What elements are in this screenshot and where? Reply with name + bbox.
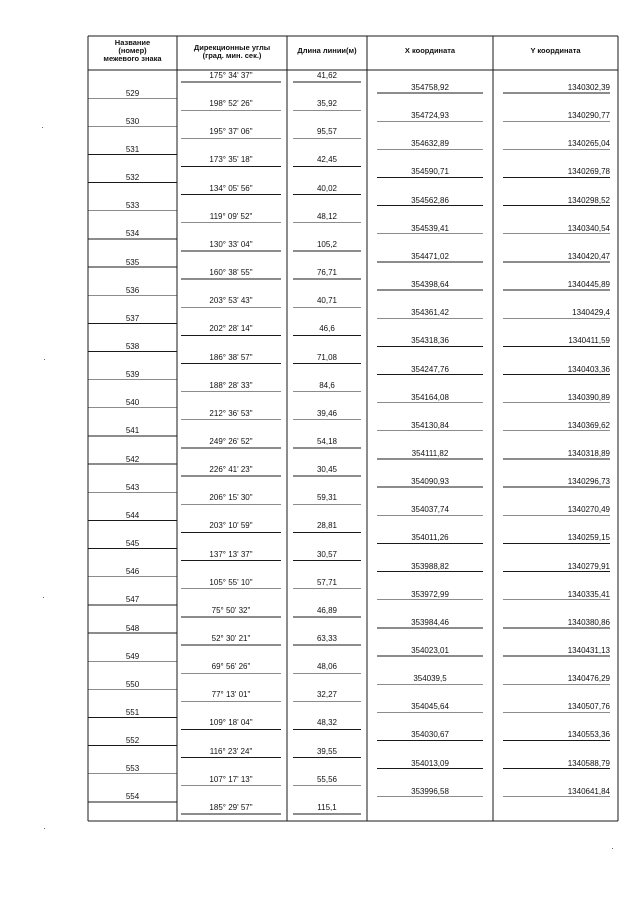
direction-angle: 134° 05' 56" — [209, 183, 253, 193]
boundary-point-name: 540 — [125, 398, 140, 408]
boundary-point-name: 549 — [125, 651, 140, 661]
y-coordinate: 1340420,47 — [567, 251, 610, 261]
direction-angle: 77° 13' 01" — [211, 690, 251, 700]
x-coordinate: 354039,5 — [413, 674, 447, 684]
x-coordinate: 354632,89 — [411, 139, 449, 149]
line-length: 30,45 — [316, 465, 338, 475]
line-length: 71,08 — [316, 352, 338, 362]
y-coordinate: 1340335,41 — [567, 589, 610, 599]
boundary-point-name: 554 — [125, 792, 140, 802]
x-coordinate: 354030,67 — [411, 730, 449, 740]
y-coordinate: 1340380,86 — [567, 617, 610, 627]
boundary-point-name: 529 — [125, 88, 140, 98]
header-length-column: Длина линии(м) — [297, 46, 357, 55]
y-coordinate: 1340270,49 — [567, 505, 610, 515]
boundary-coordinates-table — [88, 36, 618, 821]
header-x-column: X координата — [404, 46, 456, 55]
boundary-point-name: 538 — [125, 342, 140, 351]
y-coordinate: 1340265,04 — [567, 139, 610, 149]
y-coordinate: 1340296,73 — [567, 477, 610, 487]
y-coordinate: 1340431,13 — [567, 646, 610, 655]
boundary-point-name: 545 — [125, 539, 140, 549]
line-length: 55,56 — [316, 774, 338, 784]
boundary-point-name: 537 — [125, 313, 140, 323]
direction-angle: 206° 15' 30" — [209, 493, 253, 503]
y-coordinate: 1340507,76 — [567, 702, 610, 712]
direction-angle: 203° 10' 59" — [209, 521, 253, 531]
x-coordinate: 354247,76 — [411, 364, 449, 374]
direction-angle: 160° 38' 55" — [209, 268, 253, 278]
header-angle-column: Дирекционные углы (град. мин. сек.) — [193, 43, 271, 61]
direction-angle: 203° 53' 43" — [209, 296, 253, 306]
direction-angle: 119° 09' 52" — [209, 211, 253, 221]
x-coordinate: 354724,93 — [411, 111, 449, 121]
line-length: 40,02 — [316, 183, 338, 193]
direction-angle: 137° 13' 37" — [209, 549, 253, 559]
y-coordinate: 1340279,91 — [567, 561, 610, 571]
boundary-point-name: 534 — [125, 229, 140, 239]
line-length: 115,1 — [317, 802, 337, 812]
line-length: 54,18 — [316, 436, 338, 446]
x-coordinate: 354130,84 — [411, 420, 449, 430]
x-coordinate: 354023,01 — [411, 646, 449, 655]
y-coordinate: 1340298,52 — [567, 195, 610, 205]
direction-angle: 107° 17' 13" — [209, 774, 253, 784]
line-length: 39,55 — [316, 746, 338, 756]
boundary-point-name: 533 — [125, 201, 140, 211]
boundary-point-name: 532 — [125, 173, 140, 183]
x-coordinate: 353996,58 — [411, 786, 449, 796]
x-coordinate: 353988,82 — [411, 561, 449, 571]
line-length: 39,46 — [316, 408, 338, 418]
direction-angle: 186° 38' 57" — [209, 352, 253, 362]
x-coordinate: 354471,02 — [411, 251, 449, 261]
x-coordinate: 354011,26 — [411, 533, 449, 543]
line-length: 46,89 — [316, 605, 338, 615]
boundary-point-name: 548 — [125, 623, 140, 633]
line-length: 105,2 — [316, 239, 338, 249]
direction-angle: 175° 34' 37" — [209, 71, 253, 80]
boundary-point-name: 551 — [125, 707, 140, 717]
line-length: 57,71 — [316, 577, 338, 587]
header-name-column: Название (номер) межевого знака — [103, 38, 162, 64]
line-length: 35,92 — [316, 99, 338, 109]
boundary-point-name: 547 — [125, 595, 140, 605]
line-length: 59,31 — [316, 493, 338, 503]
line-length: 41,62 — [316, 71, 338, 80]
x-coordinate: 354539,41 — [411, 223, 449, 233]
x-coordinate: 354562,86 — [411, 195, 449, 205]
direction-angle: 202° 28' 14" — [209, 324, 253, 334]
y-coordinate: 1340588,79 — [567, 758, 610, 768]
y-coordinate: 1340429,4 — [572, 308, 610, 318]
y-coordinate: 1340369,62 — [567, 420, 610, 430]
x-coordinate: 354398,64 — [411, 280, 449, 290]
line-length: 48,12 — [316, 211, 338, 221]
line-length: 48,06 — [316, 662, 338, 672]
direction-angle: 198° 52' 26" — [209, 99, 253, 109]
boundary-point-name: 531 — [125, 144, 140, 154]
line-length: 40,71 — [316, 296, 338, 306]
line-length: 46,6 — [319, 324, 335, 334]
y-coordinate: 1340390,89 — [567, 392, 610, 402]
line-length: 48,32 — [316, 718, 338, 728]
boundary-point-name: 530 — [125, 116, 140, 126]
line-length: 30,57 — [316, 549, 338, 559]
x-coordinate: 353984,46 — [411, 617, 449, 627]
line-length: 42,45 — [316, 155, 338, 165]
scan-speck — [43, 597, 44, 598]
x-coordinate: 354164,08 — [411, 392, 449, 402]
line-length: 28,81 — [316, 521, 338, 531]
y-coordinate: 1340318,89 — [567, 448, 610, 458]
direction-angle: 69° 56' 26" — [211, 662, 251, 672]
x-coordinate: 353972,99 — [411, 589, 449, 599]
scan-speck — [612, 848, 613, 849]
y-coordinate: 1340641,84 — [567, 786, 610, 796]
x-coordinate: 354590,71 — [411, 167, 449, 177]
x-coordinate: 354045,64 — [411, 702, 449, 712]
boundary-point-name: 553 — [125, 764, 140, 774]
direction-angle: 130° 33' 04" — [209, 239, 253, 249]
line-length: 84,6 — [319, 380, 335, 390]
y-coordinate: 1340476,29 — [567, 674, 610, 684]
y-coordinate: 1340269,78 — [567, 167, 610, 177]
boundary-point-name: 539 — [125, 370, 140, 380]
direction-angle: 195° 37' 06" — [209, 127, 253, 137]
scan-speck — [44, 828, 45, 829]
y-coordinate: 1340411,59 — [568, 336, 610, 346]
line-length: 76,71 — [316, 268, 338, 278]
scan-speck — [44, 359, 45, 360]
boundary-point-name: 544 — [125, 510, 140, 520]
y-coordinate: 1340340,54 — [567, 223, 610, 233]
y-coordinate: 1340302,39 — [567, 83, 610, 92]
x-coordinate: 354037,74 — [411, 505, 449, 515]
scan-speck — [42, 127, 43, 128]
y-coordinate: 1340259,15 — [567, 533, 610, 543]
direction-angle: 212° 36' 53" — [209, 408, 253, 418]
x-coordinate: 354758,92 — [411, 83, 449, 92]
boundary-point-name: 536 — [125, 285, 140, 295]
boundary-point-name: 543 — [125, 482, 140, 492]
x-coordinate: 354090,93 — [411, 477, 449, 487]
header-y-column: Y координата — [530, 46, 581, 55]
y-coordinate: 1340445,89 — [567, 280, 610, 290]
y-coordinate: 1340290,77 — [567, 111, 610, 121]
direction-angle: 185° 29' 57" — [209, 802, 253, 812]
boundary-point-name: 546 — [125, 567, 140, 577]
boundary-point-name: 542 — [125, 454, 140, 464]
direction-angle: 249° 26' 52" — [209, 436, 253, 446]
direction-angle: 226° 41' 23" — [209, 465, 253, 475]
direction-angle: 52° 30' 21" — [211, 634, 251, 643]
y-coordinate: 1340553,36 — [567, 730, 610, 740]
boundary-point-name: 541 — [125, 426, 140, 436]
line-length: 32,27 — [316, 690, 338, 700]
line-length: 95,57 — [316, 127, 338, 137]
direction-angle: 75° 50' 32" — [211, 605, 251, 615]
boundary-point-name: 552 — [125, 736, 140, 746]
x-coordinate: 354361,42 — [411, 308, 449, 318]
direction-angle: 116° 23' 24" — [209, 746, 253, 756]
direction-angle: 173° 35' 18" — [209, 155, 253, 165]
line-length: 63,33 — [316, 634, 338, 643]
y-coordinate: 1340403,36 — [567, 364, 610, 374]
direction-angle: 105° 55' 10" — [209, 577, 253, 587]
boundary-point-name: 550 — [125, 679, 140, 689]
boundary-point-name: 535 — [125, 257, 140, 267]
direction-angle: 109° 18' 04" — [209, 718, 253, 728]
x-coordinate: 354318,36 — [411, 336, 449, 346]
x-coordinate: 354013,09 — [411, 758, 449, 768]
direction-angle: 188° 28' 33" — [209, 380, 253, 390]
x-coordinate: 354111,82 — [411, 448, 449, 458]
